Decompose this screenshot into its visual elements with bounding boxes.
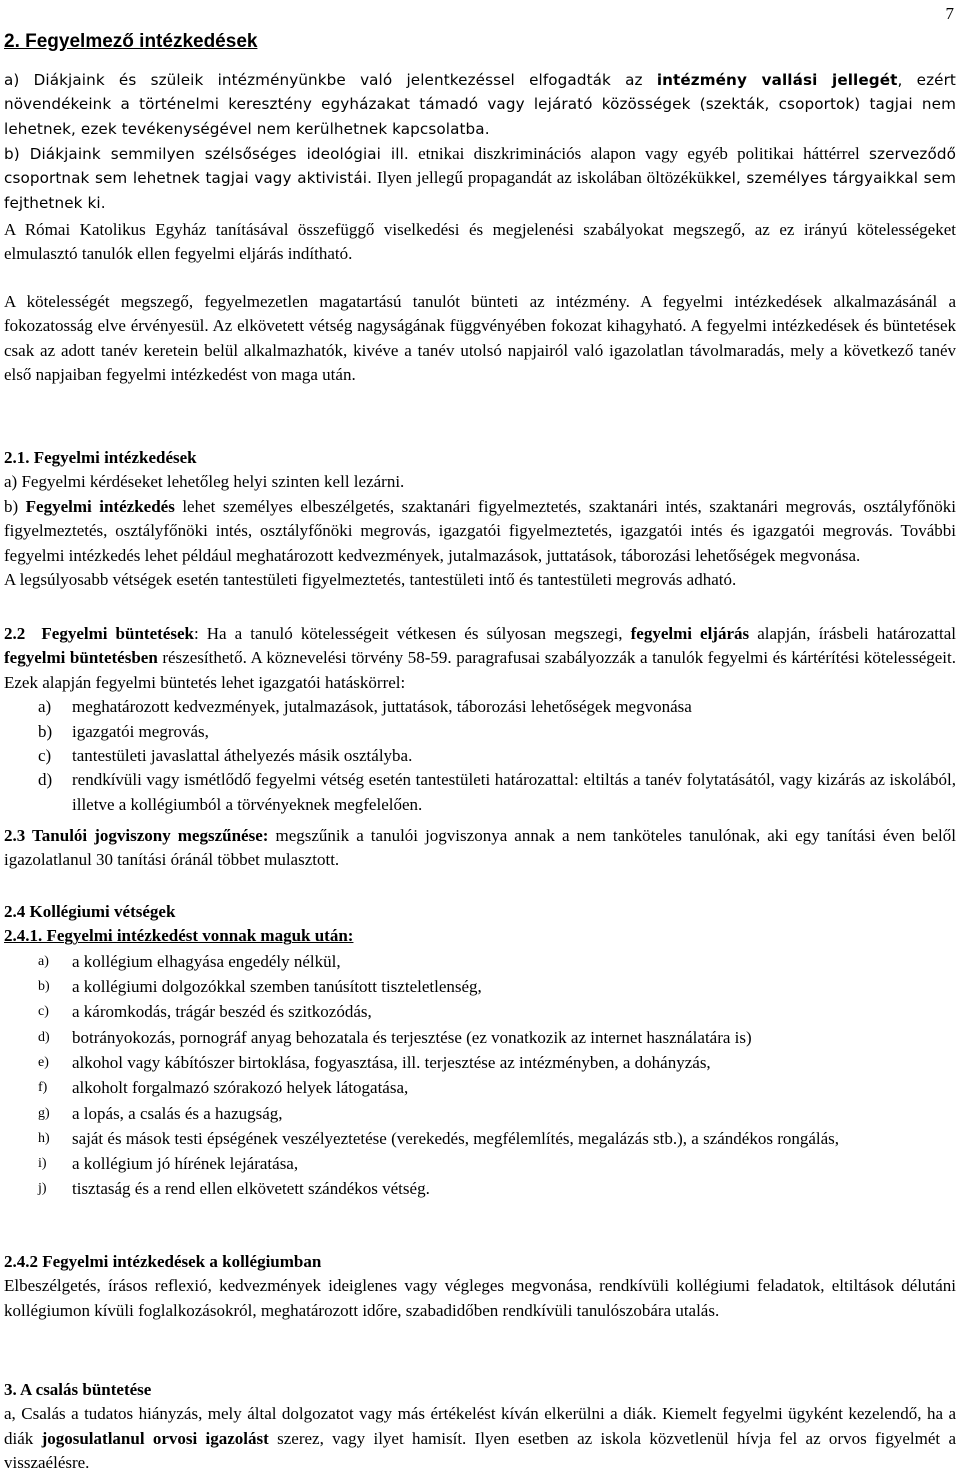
list-item: b) igazgatói megrovás, [38,721,209,741]
chapter-heading: 2. Fegyelmező intézkedések [4,31,258,52]
section-2-4-1-title: 2.4.1. Fegyelmi intézkedést vonnak maguk után: [4,926,354,946]
section-2-4-2-title: 2.4.2 Fegyelmi intézkedések a kollégiumban [4,1252,322,1271]
section-2-4-2-text: Elbeszélgetés, írásos reflexió, kedvezmények ideiglenes vagy végleges megvonása, rendkívüli kollégiumi feladatok, eltiltások délutáni kollégiumon kívüli foglalkozásokról, meghatározott időre, szabadidőben rendkívüli tanulószobára utalás. [4,1276,956,1320]
list-item: g) a lopás, a csalás és a hazugság, [38,1103,283,1123]
section-general-text [4,290,956,388]
paragraph-gradual-principle: A kötelességét megszegő, fegyelmezetlen magatartású tanulót bünteti az intézmény. A fegyelmi intézkedések alkalmazásánál a fokozatosság elve érvényesül. Az elkövetett vétség nagyságának függvényében fokozat kihagyható. A fegyelmi intézkedések és büntetések csak az adott tanév keretein belül alkalmazhatók, kivéve a tanév utolsó napjairól való igazolatlan távolmaradás, mely a következő tanév első napjaiban fegyelmi intézkedést von maga után. [4,292,956,385]
list-item: h) saját és mások testi épségének veszélyeztetése (verekedés, megfélemlítés, megalázás stb.), a szándékos rongálás, [38,1128,840,1148]
section-2-4-2 [4,1250,956,1323]
section-2-3 [4,824,956,873]
section-2-4 [4,900,956,1202]
section-2-1-title: 2.1. Fegyelmi intézkedések [4,448,197,467]
list-item: f) alkoholt forgalmazó szórakozó helyek látogatása, [38,1078,409,1098]
section-2-1 [4,446,956,592]
section-3-text: a, Csalás a tudatos hiányzás, mely által dolgozatot vagy más értékelést kíván elkerülni a diák. Kiemelt fegyelmi ügyként kezelendő, ha a diák jogosulatlanul orvosi igazolást szerez, vagy ilyet hamisít. Ilyen esetben az iskola közvetlenül hívja fel az orvos figyelmét a visszaélésre. [4,1404,956,1473]
list-item: c) a káromkodás, trágár beszéd és szitkozódás, [38,1002,372,1022]
section-3 [4,1378,956,1476]
section-3-title: 3. A csalás büntetése [4,1380,152,1399]
section-catholic [4,218,956,267]
dormitory-offense-list [4,949,956,1202]
list-item: b) a kollégiumi dolgozókkal szemben tanúsított tiszteletlenség, [38,977,482,997]
paragraph-religious-character: a) Diákjaink és szüleik intézményünkbe való jelentkezéssel elfogadták az intézmény vallási jellegét, ezért növendékeink a történelmi keresztény egyházakat támadó vagy lejárató közösségek (szekták, csoportok) tagjai nem lehetnek, ezek tevékenységével nem kerülhetnek kapcsolatba. [4,71,956,138]
list-item: j) tisztaság és a rend ellen elkövetett szándékos vétség. [38,1179,430,1199]
list-item: d) botrányokozás, pornográf anyag behozatala és terjesztése (ez vonatkozik az internet használatára is) [38,1027,752,1047]
section-2-3-paragraph: 2.3 Tanulói jogviszony megszűnése: megszűnik a tanulói jogviszonya annak a nem tanköteles tanulónak, aki egy tanítási éven belől igazolatlanul 30 tanítási óránál többet mulasztott. [4,826,956,870]
section-b [4,142,956,215]
list-item: i) a kollégium jó hírének lejáratása, [38,1154,299,1174]
page-number: 7 [945,4,954,23]
section-a [4,68,956,141]
section-2-1-line-a: a) Fegyelmi kérdéseket lehetőleg helyi szinten kell lezárni. [4,472,405,492]
section-2-1-line-b: b) Fegyelmi intézkedés lehet személyes elbeszélgetés, szaktanári figyelmeztetés, szaktanári intés, szaktanári megrovás, osztályfőnöki figyelmeztetés, osztályfőnöki intés, osztályfőnöki megrovás, igazgatói figyelmeztetés, igazgatói intés és igazgatói megrovás. További fegyelmi intézkedés lehet például meghatározott kedvezmények, jutalmazások, juttatások, táborozási lehetőségek megvonása. [4,496,956,565]
list-item: a) meghatározott kedvezmények, jutalmazások, juttatások, táborozási lehetőségek megvonása [38,697,692,717]
penalty-list [4,695,956,817]
paragraph-catholic-rules: A Római Katolikus Egyház tanításával összefüggő viselkedési és megjelenési szabályokat megszegő, az ez irányú kötelességeket elmulasztó tanulók ellen fegyelmi eljárás indítható. [4,220,956,264]
paragraph-extremism: b) Diákjaink semmilyen szélsőséges ideológiai ill. etnikai diszkriminációs alapon vagy egyéb politikai háttérrel szerveződő csoportnak sem lehetnek tagjai vagy aktivistái. Ilyen jellegű propagandát az iskolában öltözékükkel, személyes tárgyaikkal sem fejthetnek ki. [4,144,956,212]
list-item: c) tantestületi javaslattal áthelyezés másik osztályba. [38,746,413,766]
list-item: d) rendkívüli vagy ismétlődő fegyelmi vétség esetén tantestületi határozattal: eltiltás a tanév folytatásától, vagy kizárás az iskolából, illetve a kollégiumból a törvényeknek megfelelően. [38,770,956,814]
list-item: a) a kollégium elhagyása engedély nélkül, [38,951,341,971]
list-item: e) alkohol vagy kábítószer birtoklása, fogyasztása, ill. terjesztése az intézményben, a dohányzás, [38,1053,711,1072]
section-2-1-heaviest: A legsúlyosabb vétségek esetén tantestületi figyelmeztetés, tantestületi intő és tantestületi megrovás adható. [4,570,737,590]
section-2-4-title: 2.4 Kollégiumi vétségek [4,902,176,921]
section-2-2 [4,622,956,817]
section-2-2-paragraph: 2.2 Fegyelmi büntetések: Ha a tanuló kötelességeit vétkesen és súlyosan megszegi, fegyelmi eljárás alapján, írásbeli határozattal fegyelmi büntetésben részesíthető. A köznevelési törvény 58-59. paragrafusai szabályozzák a tanulók fegyelmi és kártérítési kötelességeit. Ezek alapján fegyelmi büntetés lehet igazgatói hatáskörrel: [4,624,957,692]
